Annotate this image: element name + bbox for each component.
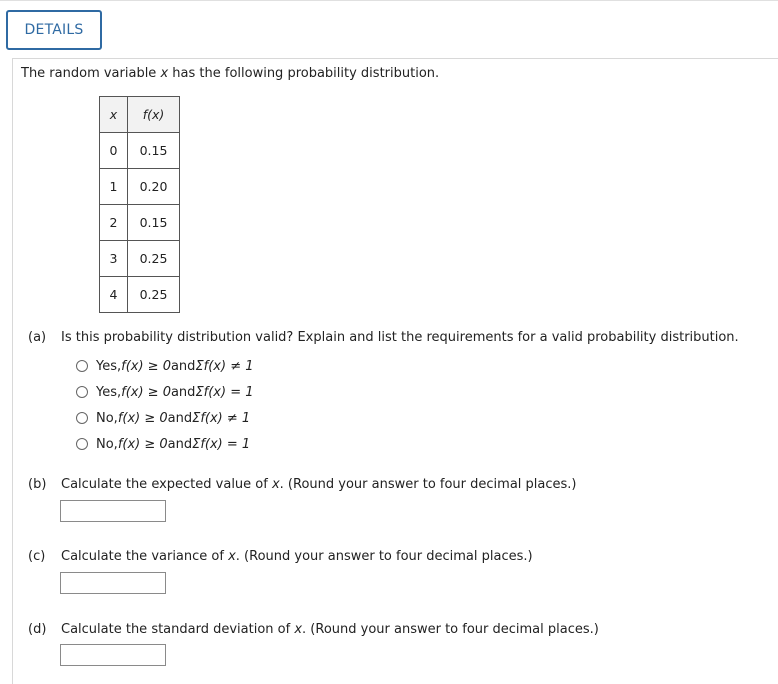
cell-x: 3 bbox=[100, 241, 128, 277]
cell-fx: 0.20 bbox=[128, 169, 180, 205]
cell-x: 4 bbox=[100, 277, 128, 313]
variance-input[interactable] bbox=[60, 572, 166, 594]
header-fx: f(x) bbox=[128, 97, 180, 133]
cell-x: 0 bbox=[100, 133, 128, 169]
intro-text-after: has the following probability distribution. bbox=[168, 66, 440, 81]
table-row bbox=[100, 133, 180, 169]
expected-value-input[interactable] bbox=[60, 500, 166, 522]
table-row bbox=[100, 169, 180, 205]
distribution-table bbox=[99, 96, 180, 313]
top-bar bbox=[0, 0, 778, 59]
standard-deviation-input[interactable] bbox=[60, 644, 166, 666]
part-a-question: Is this probability distribution valid? Explain and list the requirements for a valid probability distribution. bbox=[61, 330, 739, 345]
cell-x: 2 bbox=[100, 205, 128, 241]
intro-text-before: The random variable bbox=[21, 66, 161, 81]
header-x: x bbox=[100, 97, 128, 133]
intro-variable: x bbox=[160, 66, 169, 81]
option-yes-equal[interactable]: Yes, f(x) ≥ 0 and Σf(x) = 1 bbox=[76, 379, 254, 405]
cell-fx: 0.15 bbox=[128, 205, 180, 241]
radio-button[interactable] bbox=[76, 360, 88, 372]
table-header-row bbox=[100, 97, 180, 133]
cell-fx: 0.25 bbox=[128, 241, 180, 277]
cell-x: 1 bbox=[100, 169, 128, 205]
cell-fx: 0.25 bbox=[128, 277, 180, 313]
part-c-question: Calculate the variance of x. (Round your answer to four decimal places.) bbox=[61, 549, 533, 564]
radio-button[interactable] bbox=[76, 412, 88, 424]
table-row bbox=[100, 241, 180, 277]
part-b-label: (b) bbox=[28, 477, 47, 492]
problem-intro bbox=[21, 66, 439, 81]
part-b-question: Calculate the expected value of x. (Round your answer to four decimal places.) bbox=[61, 477, 577, 492]
option-yes-not-equal[interactable]: Yes, f(x) ≥ 0 and Σf(x) ≠ 1 bbox=[76, 353, 254, 379]
option-no-equal[interactable]: No, f(x) ≥ 0 and Σf(x) = 1 bbox=[76, 431, 254, 457]
part-d-question: Calculate the standard deviation of x. (Round your answer to four decimal places.) bbox=[61, 622, 599, 637]
table-row bbox=[100, 277, 180, 313]
part-a-options bbox=[76, 353, 254, 457]
details-button[interactable]: DETAILS bbox=[6, 10, 102, 50]
cell-fx: 0.15 bbox=[128, 133, 180, 169]
table-row bbox=[100, 205, 180, 241]
part-a-label: (a) bbox=[28, 330, 47, 345]
radio-button[interactable] bbox=[76, 438, 88, 450]
radio-button[interactable] bbox=[76, 386, 88, 398]
part-d-label: (d) bbox=[28, 622, 47, 637]
option-no-not-equal[interactable]: No, f(x) ≥ 0 and Σf(x) ≠ 1 bbox=[76, 405, 254, 431]
part-c-label: (c) bbox=[28, 549, 46, 564]
